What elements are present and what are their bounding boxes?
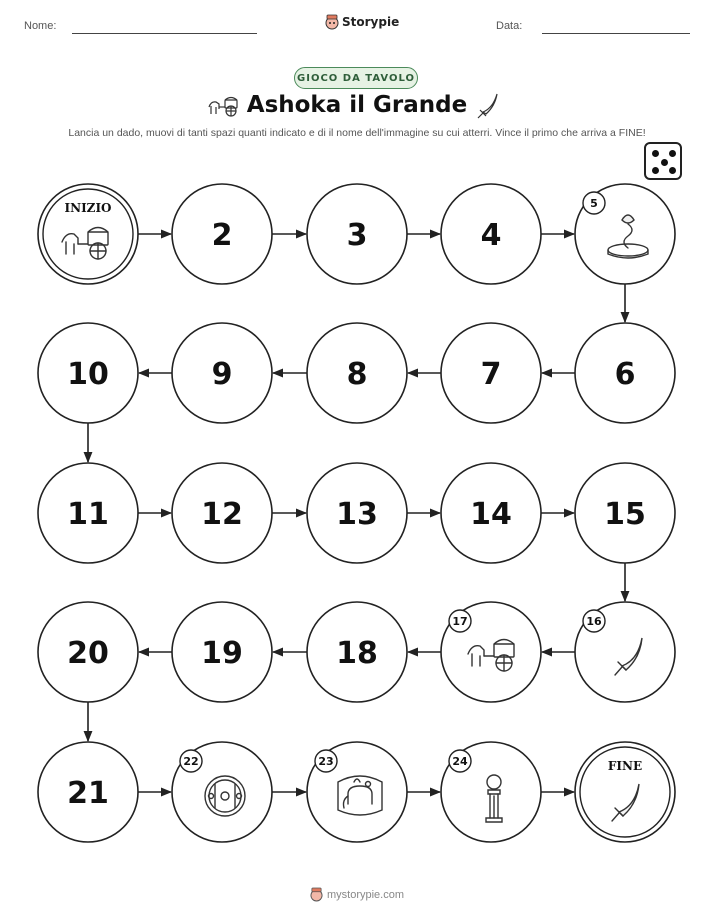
board-space-5 (575, 184, 675, 284)
space-number: 16 (586, 615, 602, 628)
space-label: FINE (607, 759, 643, 773)
board-space-13 (307, 463, 407, 563)
space-number: 23 (318, 755, 334, 768)
space-number: 21 (67, 776, 109, 811)
space-number: 9 (211, 357, 233, 392)
board-space-15 (575, 463, 675, 563)
board-space-19 (172, 602, 272, 702)
board-space-8 (307, 323, 407, 423)
board-space-20 (38, 602, 138, 702)
space-number: 8 (346, 357, 368, 392)
board-space-2 (172, 184, 272, 284)
page-title: Ashoka il Grande (246, 92, 468, 118)
instructions: Lancia un dado, muovi di tanti spazi quanti indicato e di il nome dell'immagine su cui atterri. Vince il primo che arriva a FINE! (68, 127, 646, 139)
space-number: 13 (336, 497, 378, 532)
board-space-12 (172, 463, 272, 563)
finish-space (575, 742, 675, 842)
space-number: 22 (183, 755, 199, 768)
start-space (38, 184, 138, 284)
space-number: 19 (201, 636, 243, 671)
board-space-21 (38, 742, 138, 842)
footer-url: mystorypie.com (326, 888, 405, 901)
brand-name: Storypie (342, 15, 400, 29)
board-space-16 (575, 602, 675, 702)
space-number: 11 (67, 497, 109, 532)
storypie-mascot-icon (310, 887, 323, 902)
space-number: 4 (480, 218, 502, 253)
board-space-3 (307, 184, 407, 284)
space-number: 12 (201, 497, 243, 532)
board-space-4 (441, 184, 541, 284)
board-space-7 (441, 323, 541, 423)
date-label: Data: (496, 20, 523, 32)
board-space-11 (38, 463, 138, 563)
name-label: Nome: (24, 20, 57, 32)
board-space-17 (441, 602, 541, 702)
board-space-9 (172, 323, 272, 423)
space-label: INIZIO (64, 201, 112, 215)
space-number: 7 (480, 357, 502, 392)
category-badge: GIOCO DA TAVOLO (294, 67, 418, 89)
space-number: 5 (590, 197, 598, 210)
board-space-6 (575, 323, 675, 423)
space-number: 14 (470, 497, 512, 532)
board-space-22 (172, 742, 272, 842)
board-space-24 (441, 742, 541, 842)
space-number: 20 (67, 636, 109, 671)
space-number: 10 (67, 357, 109, 392)
footer (0, 887, 714, 902)
space-number: 15 (604, 497, 646, 532)
space-number: 6 (614, 357, 636, 392)
board-space-14 (441, 463, 541, 563)
board-space-18 (307, 602, 407, 702)
board-space-23 (307, 742, 407, 842)
space-number: 17 (452, 615, 468, 628)
space-number: 18 (336, 636, 378, 671)
space-number: 24 (452, 755, 468, 768)
board-space-10 (38, 323, 138, 423)
space-number: 3 (346, 218, 368, 253)
space-number: 2 (211, 218, 233, 253)
